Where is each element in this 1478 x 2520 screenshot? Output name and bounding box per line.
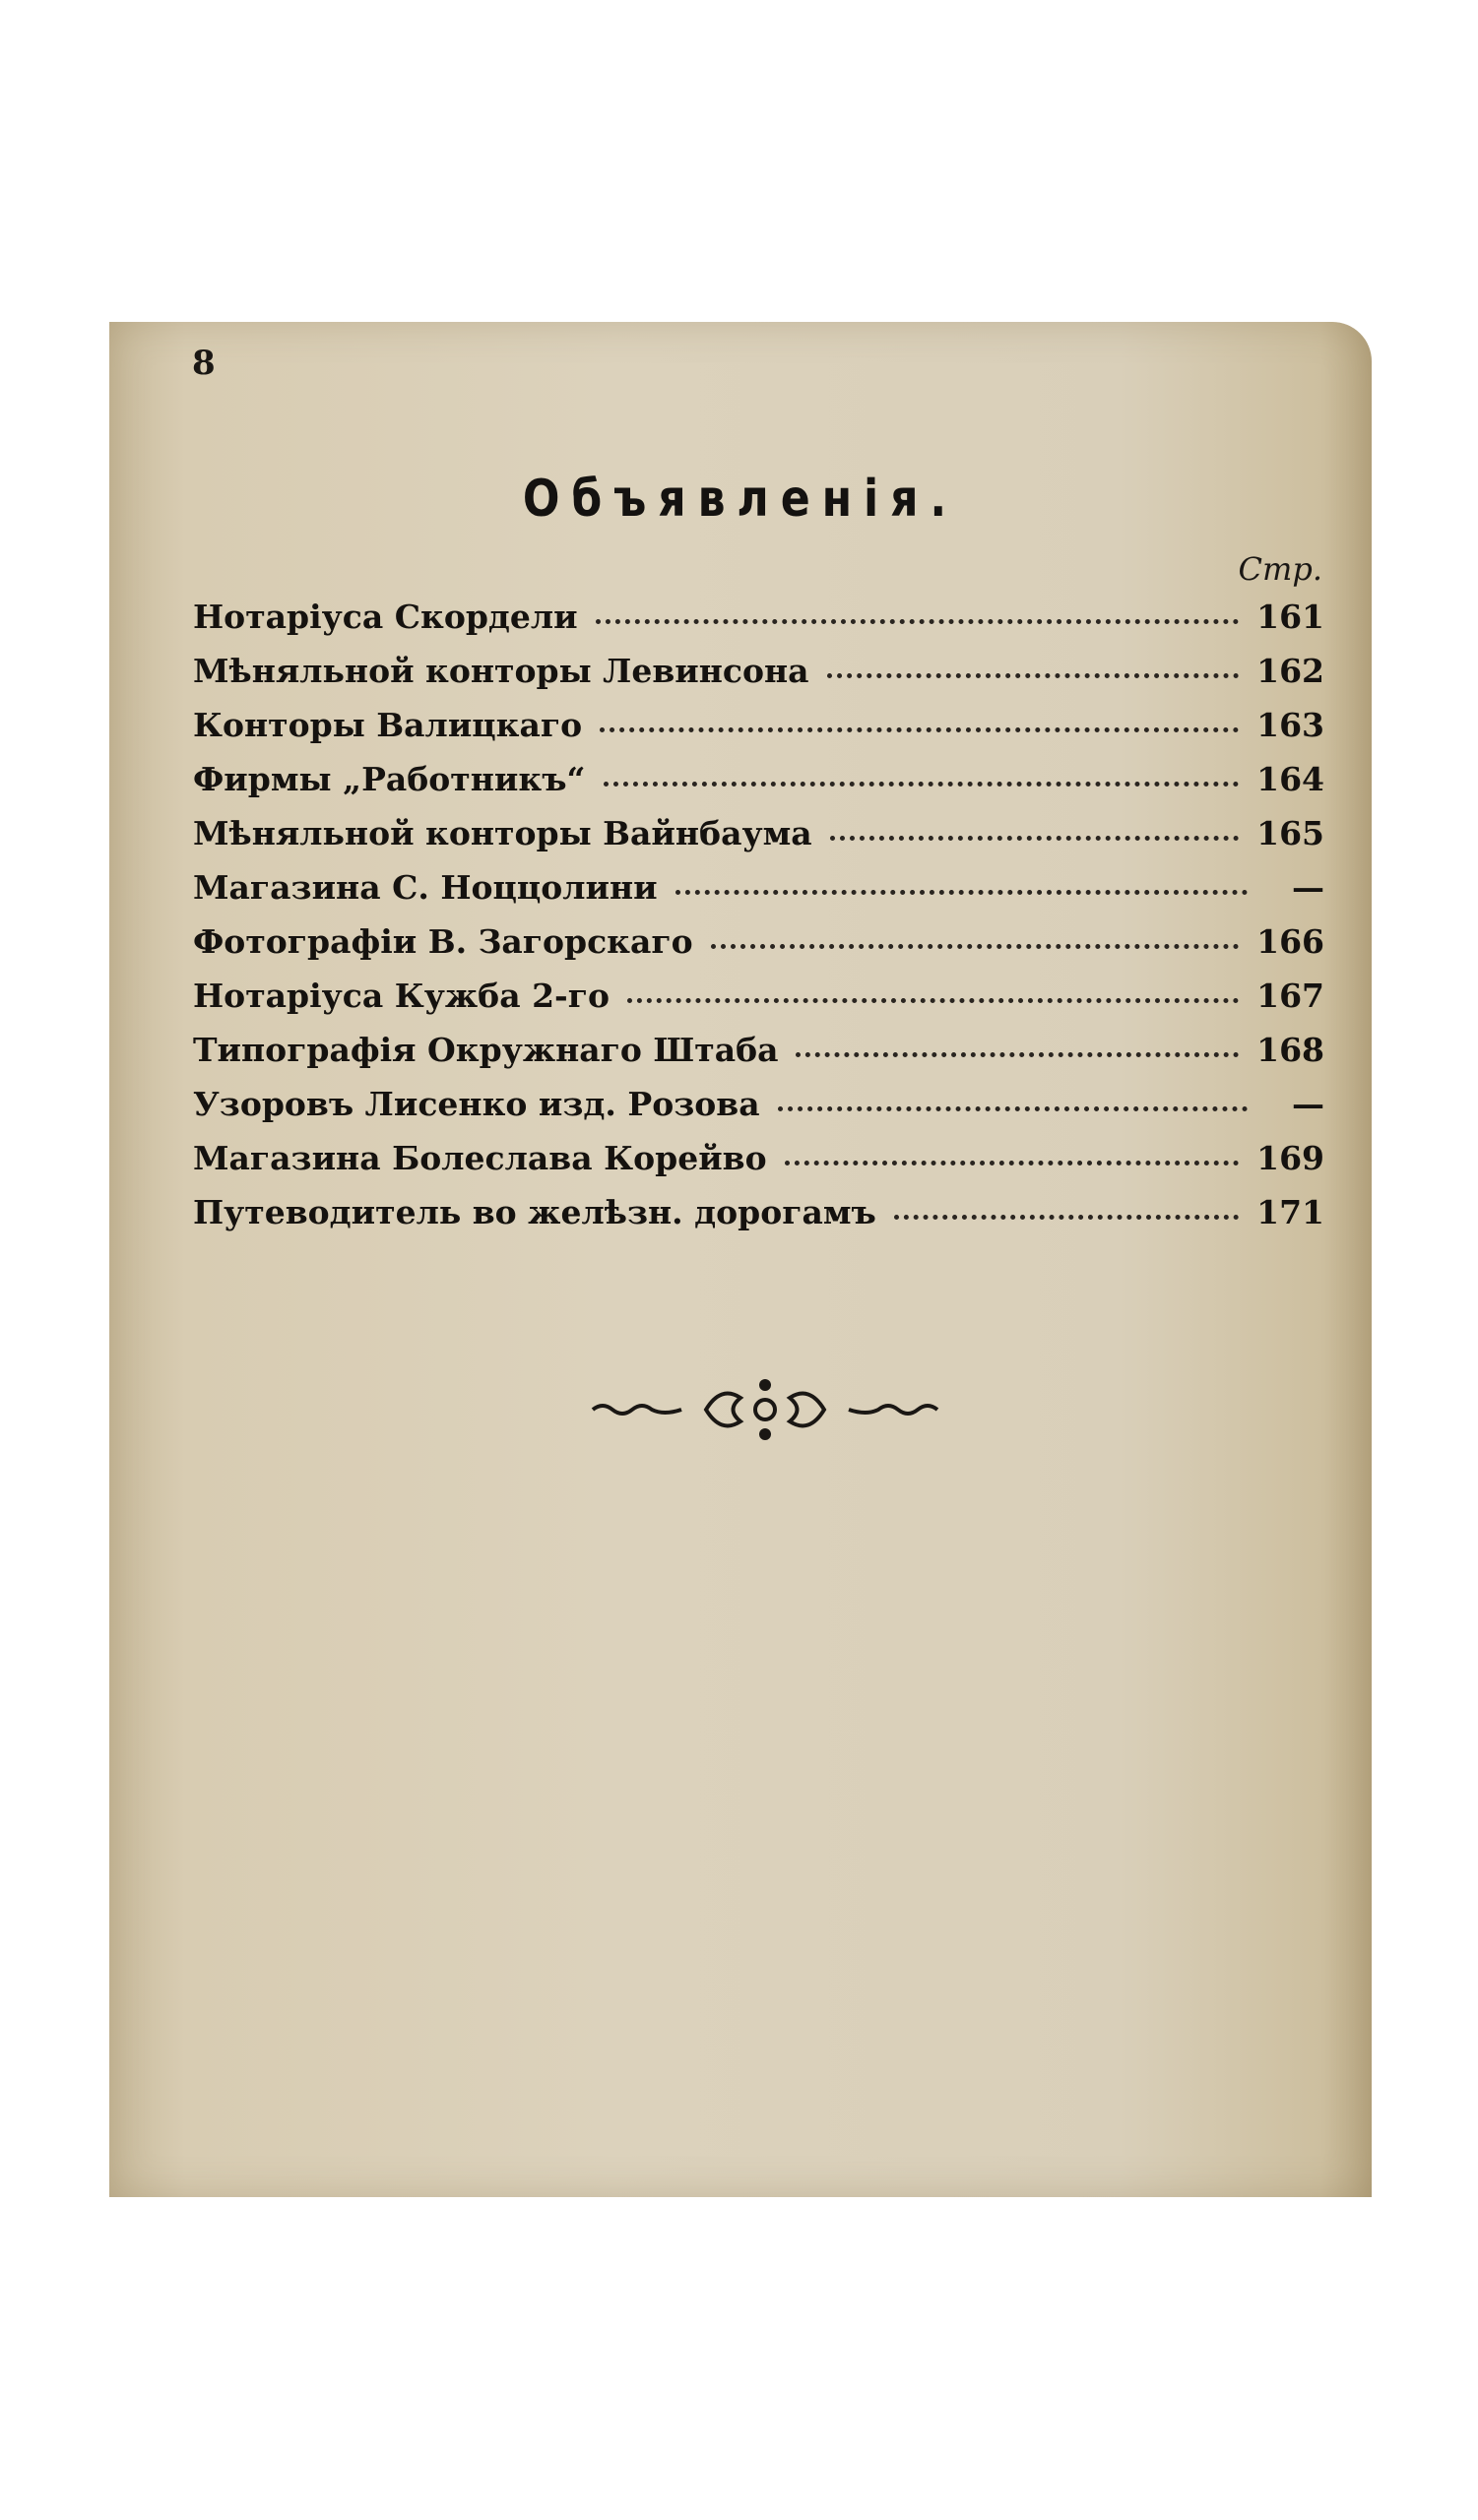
list-item [193,976,1324,1031]
entry-page: 161 [1256,598,1324,636]
entry-label: Типографія Окружнаго Штаба [193,1031,779,1069]
entry-label: Магазина С. Ноццолини [193,868,658,907]
entry-label: Узоровъ Лисенко изд. Розова [193,1085,760,1123]
entry-page: 162 [1256,652,1324,690]
dot-leader [604,782,1240,787]
dot-leader [778,1106,1248,1111]
list-item [193,922,1324,976]
book-page [109,322,1372,2197]
dot-leader [600,727,1239,732]
list-item [193,868,1324,922]
entry-label: Фотографіи В. Загорскаго [193,922,693,961]
entry-label: Фирмы „Работникъ“ [193,760,586,798]
entry-label: Нотаріуса Скордели [193,598,578,636]
list-item [193,652,1324,706]
dot-leader [785,1161,1240,1166]
list-item [193,1085,1324,1139]
entry-page: 169 [1256,1139,1324,1177]
entry-label: Конторы Валицкаго [193,706,583,744]
dot-leader [827,673,1240,678]
entry-page: 168 [1256,1031,1324,1069]
dot-leader [894,1215,1239,1220]
dot-leader [796,1052,1239,1057]
list-item [193,760,1324,814]
dot-leader [627,998,1239,1003]
entry-page: 164 [1256,760,1324,798]
ornament-divider [588,1375,942,1444]
dot-leader [675,890,1248,895]
entry-label: Мѣняльной конторы Вайнбаума [193,814,812,852]
entry-page: — [1292,868,1324,907]
entry-page: 163 [1256,706,1324,744]
entry-label: Путеводитель во желѣзн. дорогамъ [193,1193,876,1231]
dot-leader [596,619,1239,624]
entry-page: — [1292,1085,1324,1123]
list-item [193,706,1324,760]
list-item [193,1193,1324,1247]
list-item [193,1139,1324,1193]
entry-page: 167 [1256,976,1324,1015]
page-number: 8 [192,344,216,383]
entry-label: Нотаріуса Кужба 2-го [193,976,610,1015]
dot-leader [711,944,1239,949]
list-item [193,814,1324,868]
advertisement-list [193,598,1324,1247]
column-header-page: Стр. [1238,550,1322,588]
entry-page: 171 [1256,1193,1324,1231]
dot-leader [830,836,1239,841]
entry-label: Магазина Болеслава Корейво [193,1139,767,1177]
entry-label: Мѣняльной конторы Левинсона [193,652,809,690]
entry-page: 165 [1256,814,1324,852]
page-title: Объявленія. [522,470,959,529]
entry-page: 166 [1256,922,1324,961]
list-item [193,598,1324,652]
list-item [193,1031,1324,1085]
